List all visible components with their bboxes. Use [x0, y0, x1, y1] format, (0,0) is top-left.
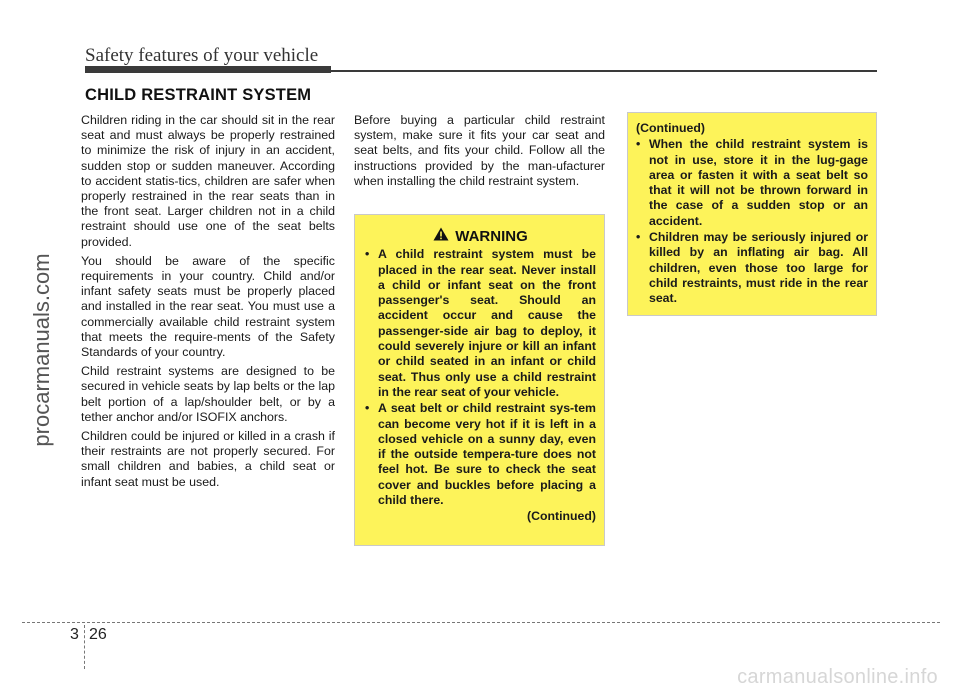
header-rule-thin [331, 70, 877, 72]
warning-item: • Children may be seriously injured or killed by an inflating air bag. All children, even those too large for child restraints, must ride in the rear seat. [636, 230, 868, 306]
warning-list [636, 137, 868, 306]
left-column [81, 113, 335, 494]
warning-list [365, 247, 596, 508]
page-number: 26 [89, 626, 107, 643]
continued-label: (Continued) [527, 509, 596, 524]
paragraph: Children riding in the car should sit in the rear seat and must always be properly restrained to minimize the risk of injury in an accident, sudden stop or sudden maneuver. According to accident statis-tics, children are safer when properly restrained in the rear seats than in the front seat. Larger children not in a child restraint should use one of the seat belts provided. [81, 113, 335, 249]
page-header-title: Safety features of your vehicle [85, 45, 319, 66]
header-rule-thick [85, 66, 331, 73]
middle-column [354, 113, 605, 193]
warning-item: • A child restraint system must be placed in the rear seat. Never install a child or infant seat on the front passenger's seat. Should an accident occur and cause the passenger-side air bag to deploy, it could severely injure or kill an infant or child seated in an infant or child seat. Thus only use a child restraint in the rear seat of your vehicle. [365, 247, 596, 400]
warning-triangle-icon [433, 227, 449, 245]
paragraph: Children could be injured or killed in a crash if their restraints are not properly secured. For small children and babies, a child seat or infant seat must be used. [81, 429, 335, 489]
warning-item: • When the child restraint system is not in use, store it in the lug-gage area or fasten it with a seat belt so that it will not be thrown forward in the case of a sudden stop or an accident. [636, 137, 868, 229]
paragraph: Child restraint systems are designed to be secured in vehicle seats by lap belts or the lap belt portion of a lap/shoulder belt, or by a tether anchor and/or ISOFIX anchors. [81, 364, 335, 424]
paragraph: You should be aware of the specific requirements in your country. Child and/or infant safety seats must be properly placed and installed in the rear seat. You must use a commercially available child restraint system that meets the require-ments of the Safety Standards of your country. [81, 253, 335, 360]
continued-label: (Continued) [636, 121, 705, 135]
warning-item: • A seat belt or child restraint sys-tem can become very hot if it is left in a closed vehicle on a sunny day, even if the outside tempera-ture does not feel hot. Be sure to check the seat cover and buckles before placing a child there. [365, 401, 596, 508]
bottom-watermark: carmanualsonline.info [737, 666, 938, 688]
footer-rule [22, 622, 940, 623]
paragraph: Before buying a particular child restraint system, make sure it fits your car seat and seat belts, and fits your child. Follow all the instructions provided by the man-ufacturer when installing the child restraint system. [354, 113, 605, 188]
warning-heading [365, 227, 596, 245]
footer-divider [84, 625, 85, 669]
warning-heading-text: WARNING [455, 227, 528, 245]
section-title: CHILD RESTRAINT SYSTEM [85, 86, 312, 104]
warning-box [354, 214, 605, 546]
side-watermark: procarmanuals.com [29, 253, 54, 447]
warning-continued-box [627, 112, 877, 316]
chapter-number: 3 [70, 626, 79, 643]
